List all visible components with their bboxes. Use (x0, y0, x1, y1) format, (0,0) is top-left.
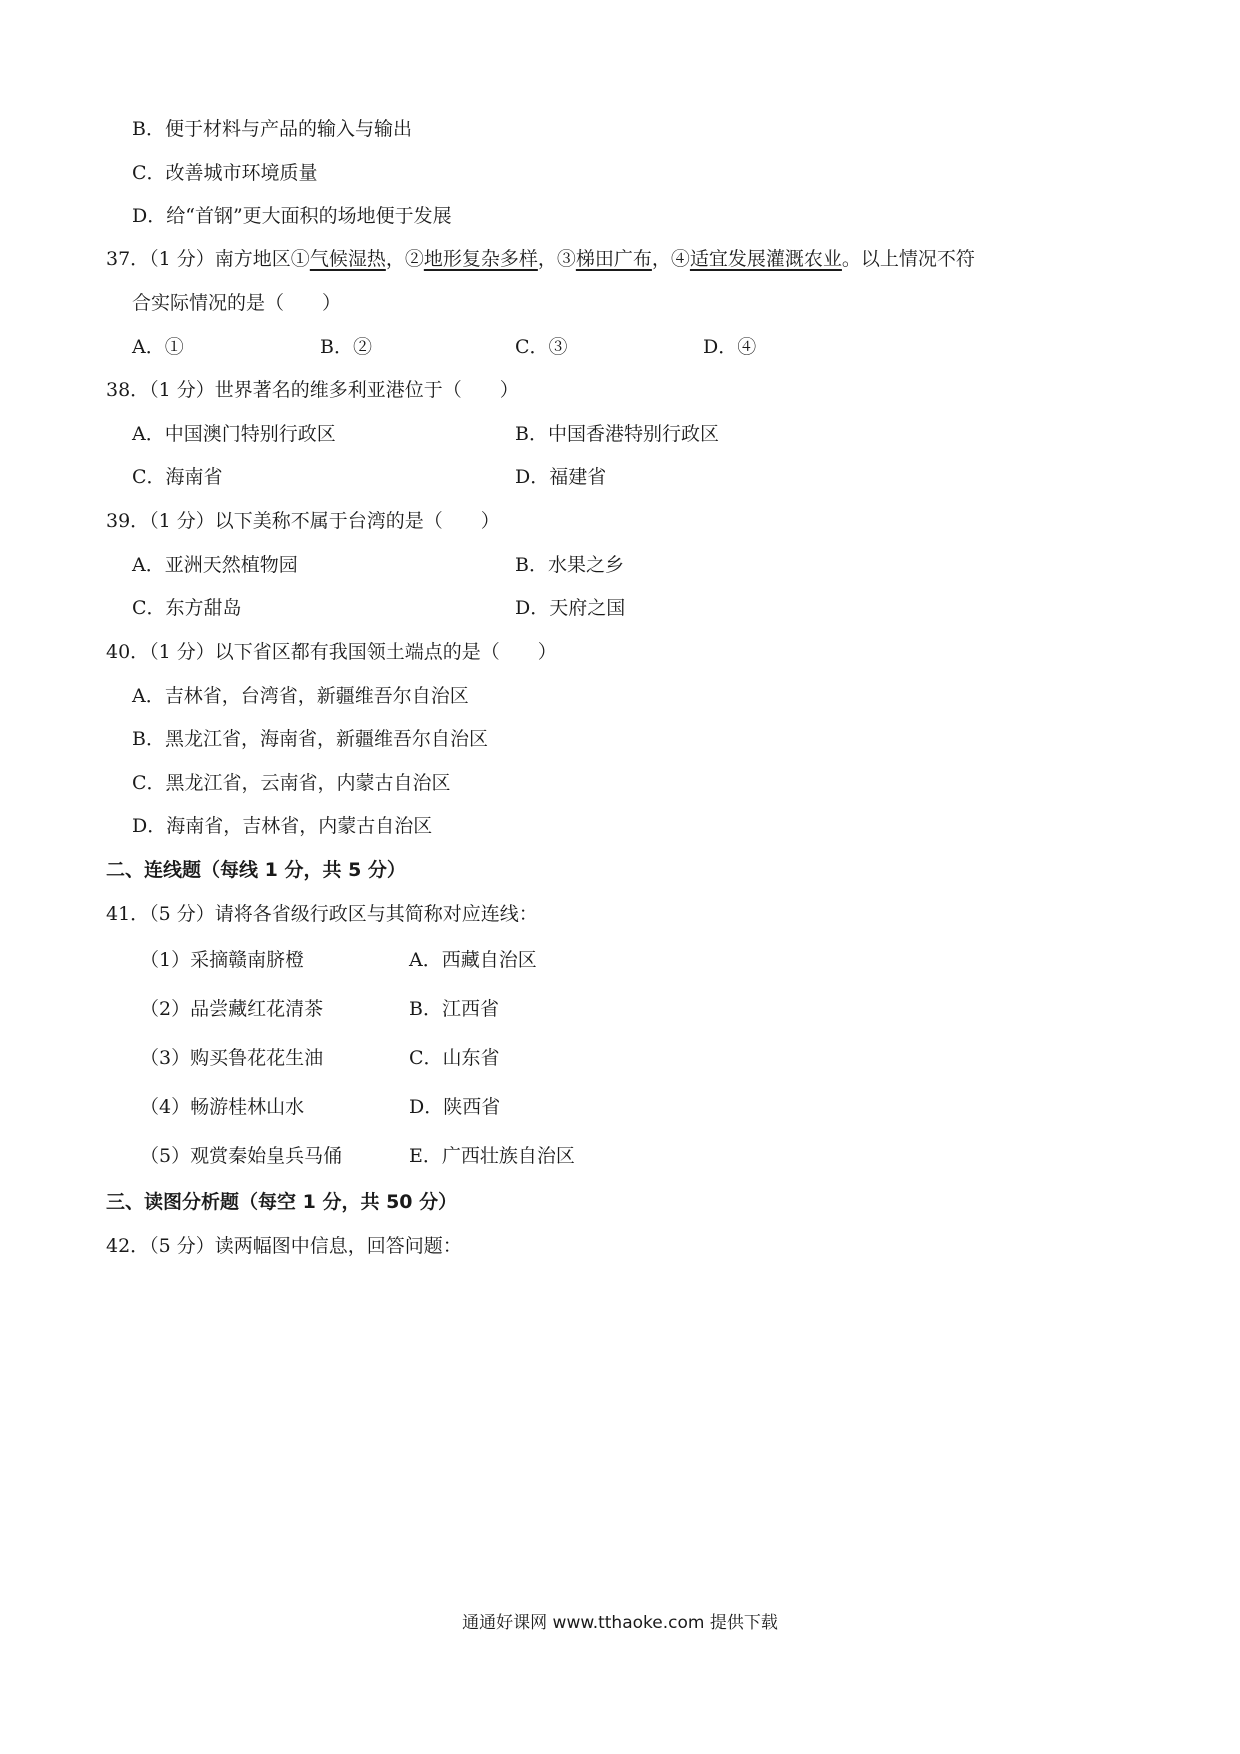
q37-underline-1: 气候湿热 (309, 248, 386, 270)
q38-option-b: B．中国香港特别行政区 (515, 423, 719, 445)
q41-left-item-3: （3）购买鲁花花生油 (140, 1047, 324, 1069)
q39-option-b: B．水果之乡 (515, 554, 624, 576)
q40-option-d: D．海南省，吉林省，内蒙古自治区 (132, 815, 433, 837)
q37-stem-line2: 合实际情况的是（ ） (132, 292, 342, 314)
q36-option-c: C．改善城市环境质量 (132, 162, 318, 184)
section-3-title: 三、读图分析题（每空 1 分，共 50 分） (106, 1191, 458, 1213)
q40-stem: 40．（1 分）以下省区都有我国领土端点的是（ ） (106, 641, 557, 663)
q37-underline-4: 适宜发展灌溉农业 (689, 248, 842, 270)
q41-right-item-b: B．江西省 (409, 998, 499, 1020)
q37-prefix: 37．（1 分）南方地区① (106, 248, 310, 270)
q39-option-c: C．东方甜岛 (132, 597, 242, 619)
q37-option-c: C．③ (515, 336, 568, 358)
q41-stem: 41．（5 分）请将各省级行政区与其简称对应连线： (106, 903, 538, 925)
q39-option-a: A．亚洲天然植物园 (132, 554, 298, 576)
q38-option-c: C．海南省 (132, 466, 223, 488)
q37-sep-1: ，② (385, 248, 424, 270)
q39-option-d: D．天府之国 (515, 597, 626, 619)
q41-right-item-d: D．陕西省 (409, 1096, 501, 1118)
q37-underline-3: 梯田广布 (575, 248, 652, 270)
q39-stem: 39．（1 分）以下美称不属于台湾的是（ ） (106, 510, 500, 532)
q41-left-item-5: （5）观赏秦始皇兵马俑 (140, 1145, 343, 1167)
q37-option-a: A．① (132, 336, 184, 358)
section-2-title: 二、连线题（每线 1 分，共 5 分） (106, 859, 406, 881)
q37-underline-2: 地形复杂多样 (423, 248, 538, 270)
q37-suffix: 。以上情况不符 (841, 248, 975, 270)
q38-stem: 38．（1 分）世界著名的维多利亚港位于（ ） (106, 379, 519, 401)
q41-right-item-e: E．广西壮族自治区 (409, 1145, 575, 1167)
q37-stem (106, 247, 975, 271)
q37-sep-2: ，③ (537, 248, 576, 270)
q36-option-d: D．给“首钢”更大面积的场地便于发展 (132, 205, 452, 227)
q41-left-item-2: （2）品尝藏红花清茶 (140, 998, 324, 1020)
q42-stem: 42．（5 分）读两幅图中信息，回答问题： (106, 1235, 462, 1257)
page-footer: 通通好课网 www.tthaoke.com 提供下载 (462, 1613, 778, 1633)
q36-option-b: B．便于材料与产品的输入与输出 (132, 118, 412, 140)
q38-option-a: A．中国澳门特别行政区 (132, 423, 336, 445)
q40-option-a: A．吉林省，台湾省，新疆维吾尔自治区 (132, 685, 469, 707)
q40-option-c: C．黑龙江省，云南省，内蒙古自治区 (132, 772, 451, 794)
q37-option-b: B．② (320, 336, 372, 358)
q37-sep-3: ，④ (651, 248, 690, 270)
q41-right-item-a: A．西藏自治区 (409, 949, 537, 971)
q41-left-item-4: （4）畅游桂林山水 (140, 1096, 305, 1118)
q41-right-item-c: C．山东省 (409, 1047, 500, 1069)
q41-left-item-1: （1）采摘赣南脐橙 (140, 949, 305, 971)
q38-option-d: D．福建省 (515, 466, 607, 488)
q37-option-d: D．④ (703, 336, 757, 358)
q40-option-b: B．黑龙江省，海南省，新疆维吾尔自治区 (132, 728, 488, 750)
